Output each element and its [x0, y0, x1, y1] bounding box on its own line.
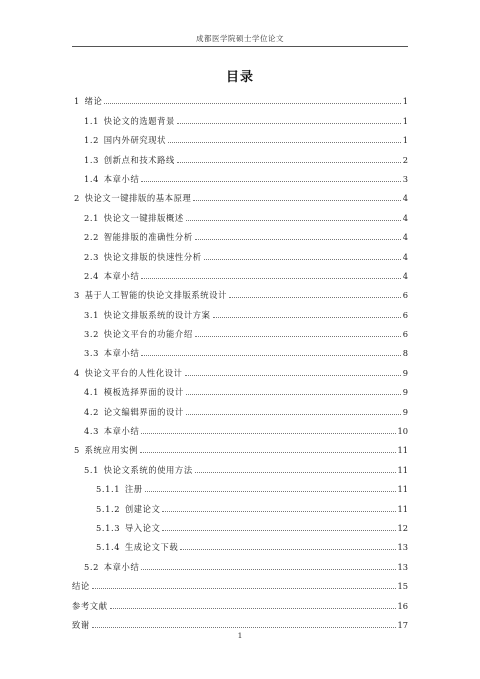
- toc-dot-leader: [141, 355, 401, 356]
- toc-entry-title: 本章小结: [103, 270, 140, 281]
- toc-entry-page: 10: [397, 426, 408, 437]
- toc-entry[interactable]: [72, 515, 408, 534]
- toc-entry-title: 模板选择界面的设计: [103, 387, 184, 398]
- toc-dot-leader: [141, 569, 396, 570]
- toc-entry-page: 4: [402, 212, 408, 223]
- toc-entry[interactable]: [72, 495, 408, 514]
- toc-entry-label: [84, 348, 140, 358]
- toc-entry[interactable]: [72, 340, 408, 359]
- toc-entry-page: 11: [397, 484, 408, 495]
- toc-dot-leader: [162, 530, 396, 531]
- toc-entry-title: 国内外研究现状: [103, 135, 167, 146]
- toc-entry-number: 4.3: [84, 426, 99, 437]
- toc-entry-number: 5.1.2: [96, 503, 121, 514]
- toc-entry-title: 创新点和技术路线: [103, 154, 175, 165]
- toc-entry-page: 4: [402, 270, 408, 281]
- toc-entry-page: 16: [397, 600, 408, 611]
- toc-entry-title: 本章小结: [103, 426, 140, 437]
- toc-entry[interactable]: [72, 263, 408, 282]
- toc-dot-leader: [141, 181, 401, 182]
- toc-entry-label: [72, 581, 91, 591]
- toc-dot-leader: [141, 433, 396, 434]
- toc-entry[interactable]: [72, 573, 408, 592]
- toc-entry-page: 11: [397, 503, 408, 514]
- toc-entry-title: 快论文一键排版的基本原理: [84, 193, 192, 204]
- toc-entry-title: 智能排版的准确性分析: [103, 232, 193, 243]
- toc-entry-label: [84, 232, 194, 242]
- toc-entry-page: 6: [402, 329, 408, 340]
- toc-entry-number: 1.3: [84, 154, 99, 165]
- toc-dot-leader: [168, 142, 401, 143]
- toc-entry-title: 参考文献: [72, 600, 108, 611]
- toc-dot-leader: [92, 588, 397, 589]
- toc-entry-number: 3.3: [84, 348, 99, 359]
- toc-entry-title: 创建论文: [124, 503, 161, 514]
- toc-entry-title: 基于人工智能的快论文排版系统设计: [84, 290, 227, 301]
- toc-dot-leader: [213, 317, 401, 318]
- toc-entry-page: 1: [402, 115, 408, 126]
- page-number: 1: [237, 631, 243, 640]
- toc-dot-leader: [180, 549, 396, 550]
- toc-entry-title: 系统应用实例: [84, 445, 139, 456]
- header-divider: [72, 46, 408, 47]
- toc-entry-number: 5.1.4: [96, 542, 121, 553]
- toc-dot-leader: [195, 239, 401, 240]
- toc-entry-page: 3: [402, 173, 408, 184]
- toc-entry-number: 3.1: [84, 309, 99, 320]
- toc-entry[interactable]: [72, 418, 408, 437]
- toc-entry-page: 9: [402, 387, 408, 398]
- toc-entry-page: 4: [402, 193, 408, 204]
- toc-dot-leader: [193, 200, 401, 201]
- toc-entry-label: [74, 368, 184, 378]
- toc-entry-page: 13: [397, 561, 408, 572]
- toc-dot-leader: [110, 608, 397, 609]
- toc-dot-leader: [162, 511, 396, 512]
- toc-entry-label: [96, 523, 161, 533]
- toc-entry-page: 11: [397, 445, 408, 456]
- toc-entry-label: [84, 135, 167, 145]
- toc-entry-number: 5.1: [84, 464, 99, 475]
- toc-entry-label: [84, 271, 140, 281]
- toc-entry-page: 2: [402, 154, 408, 165]
- toc-dot-leader: [229, 297, 401, 298]
- toc-entry[interactable]: [72, 476, 408, 495]
- toc-dot-leader: [195, 336, 401, 337]
- toc-entry-number: 2.3: [84, 251, 99, 262]
- toc-dot-leader: [145, 491, 397, 492]
- toc-entry-label: [74, 96, 103, 106]
- toc-entry-number: 4.1: [84, 387, 99, 398]
- toc-entry-page: 4: [402, 251, 408, 262]
- toc-entry-title: 本章小结: [103, 173, 140, 184]
- toc-dot-leader: [140, 452, 396, 453]
- toc-entry-label: [84, 407, 185, 417]
- toc-entry-title: 结论: [72, 581, 90, 592]
- toc-entry-title: 本章小结: [103, 561, 140, 572]
- toc-entry-label: [72, 620, 91, 630]
- toc-entry-number: 2: [74, 193, 80, 204]
- toc-entry-title: 快论文系统的使用方法: [103, 464, 193, 475]
- toc-entry-number: 2.2: [84, 232, 99, 243]
- toc-dot-leader: [186, 414, 401, 415]
- toc-dot-leader: [104, 103, 401, 104]
- toc-entry-number: 4.2: [84, 406, 99, 417]
- toc-entry-title: 生成论文下载: [124, 542, 179, 553]
- toc-entry-title: 论文编辑界面的设计: [103, 406, 184, 417]
- toc-entry-title: 快论文平台的人性化设计: [84, 367, 183, 378]
- toc-entry-label: [96, 484, 144, 494]
- toc-entry-number: 1.1: [84, 115, 99, 126]
- toc-dot-leader: [141, 278, 401, 279]
- toc-entry[interactable]: [72, 592, 408, 611]
- toc-entry-number: 5.2: [84, 561, 99, 572]
- toc-entry-number: 5.1.3: [96, 522, 121, 533]
- toc-entry-title: 导入论文: [124, 522, 161, 533]
- toc-entry[interactable]: [72, 456, 408, 475]
- toc-dot-leader: [185, 375, 401, 376]
- toc-entry[interactable]: [72, 88, 408, 107]
- toc-entry-page: 6: [402, 290, 408, 301]
- toc-entry[interactable]: [72, 204, 408, 223]
- toc-entry-page: 12: [397, 522, 408, 533]
- toc-entry-label: [84, 116, 176, 126]
- toc-entry-page: 11: [397, 464, 408, 475]
- toc-entry[interactable]: [72, 379, 408, 398]
- running-header: 成都医学院硕士学位论文: [196, 34, 284, 43]
- toc-entry-label: [84, 155, 176, 165]
- toc-entry-label: [74, 290, 228, 300]
- toc-entry-label: [84, 387, 185, 397]
- toc-entry-page: 13: [397, 542, 408, 553]
- toc-entry[interactable]: [72, 282, 408, 301]
- toc-entry-page: 9: [402, 406, 408, 417]
- toc-entry-title: 绪论: [84, 96, 103, 107]
- toc-dot-leader: [92, 627, 397, 628]
- toc-entry-label: [84, 174, 140, 184]
- toc-dot-leader: [204, 259, 401, 260]
- toc-entry-page: 6: [402, 309, 408, 320]
- toc-dot-leader: [177, 123, 401, 124]
- toc-entry[interactable]: [72, 398, 408, 417]
- toc-entry-label: [72, 601, 109, 611]
- toc-entry[interactable]: [72, 185, 408, 204]
- toc-entry-label: [84, 310, 212, 320]
- toc-entry-title: 致谢: [72, 619, 90, 630]
- toc-entry-page: 4: [402, 232, 408, 243]
- toc-entry-label: [96, 504, 161, 514]
- toc-entry[interactable]: [72, 359, 408, 378]
- toc-entry[interactable]: [72, 127, 408, 146]
- toc-entry-label: [84, 329, 194, 339]
- toc-entry[interactable]: [72, 321, 408, 340]
- toc-entry-page: 1: [402, 96, 408, 107]
- toc-entry[interactable]: [72, 243, 408, 262]
- toc-entry-label: [74, 193, 192, 203]
- toc-entry[interactable]: [72, 107, 408, 126]
- toc-entry-page: 1: [402, 135, 408, 146]
- toc-entry-number: 5: [74, 445, 80, 456]
- toc-entry[interactable]: [72, 437, 408, 456]
- toc-entry-number: 1: [74, 96, 80, 107]
- toc-entry-title: 快论文的选题背景: [103, 115, 175, 126]
- toc-entry-number: 1.4: [84, 173, 99, 184]
- toc-entry[interactable]: [72, 146, 408, 165]
- toc-entry[interactable]: [72, 534, 408, 553]
- table-of-contents: [72, 88, 408, 631]
- toc-entry-page: 9: [402, 367, 408, 378]
- toc-entry-title: 快论文排版系统的设计方案: [103, 309, 211, 320]
- toc-entry-label: [84, 562, 140, 572]
- toc-entry-label: [84, 213, 185, 223]
- toc-title: 目录: [225, 70, 254, 85]
- toc-entry-label: [84, 465, 194, 475]
- toc-entry-title: 快论文排版的快速性分析: [103, 251, 202, 262]
- toc-entry[interactable]: [72, 166, 408, 185]
- toc-entry-number: 1.2: [84, 135, 99, 146]
- toc-entry-number: 2.1: [84, 212, 99, 223]
- toc-entry[interactable]: [72, 301, 408, 320]
- toc-dot-leader: [186, 394, 401, 395]
- toc-entry-label: [74, 445, 139, 455]
- toc-entry-page: 8: [402, 348, 408, 359]
- toc-dot-leader: [195, 472, 397, 473]
- toc-entry-label: [84, 426, 140, 436]
- toc-entry-title: 快论文一键排版概述: [103, 212, 184, 223]
- toc-entry-page: 17: [397, 619, 408, 630]
- toc-entry-label: [96, 542, 179, 552]
- toc-entry[interactable]: [72, 224, 408, 243]
- toc-entry[interactable]: [72, 553, 408, 572]
- toc-entry-number: 4: [74, 367, 80, 378]
- toc-dot-leader: [177, 162, 401, 163]
- toc-entry-number: 3.2: [84, 329, 99, 340]
- toc-entry-label: [84, 252, 203, 262]
- toc-entry-number: 3: [74, 290, 80, 301]
- toc-entry-number: 2.4: [84, 270, 99, 281]
- toc-entry-title: 快论文平台的功能介绍: [103, 329, 193, 340]
- toc-entry-page: 15: [397, 581, 408, 592]
- toc-entry-number: 5.1.1: [96, 484, 121, 495]
- toc-entry-title: 注册: [124, 484, 143, 495]
- toc-entry[interactable]: [72, 612, 408, 631]
- toc-dot-leader: [186, 220, 401, 221]
- toc-entry-title: 本章小结: [103, 348, 140, 359]
